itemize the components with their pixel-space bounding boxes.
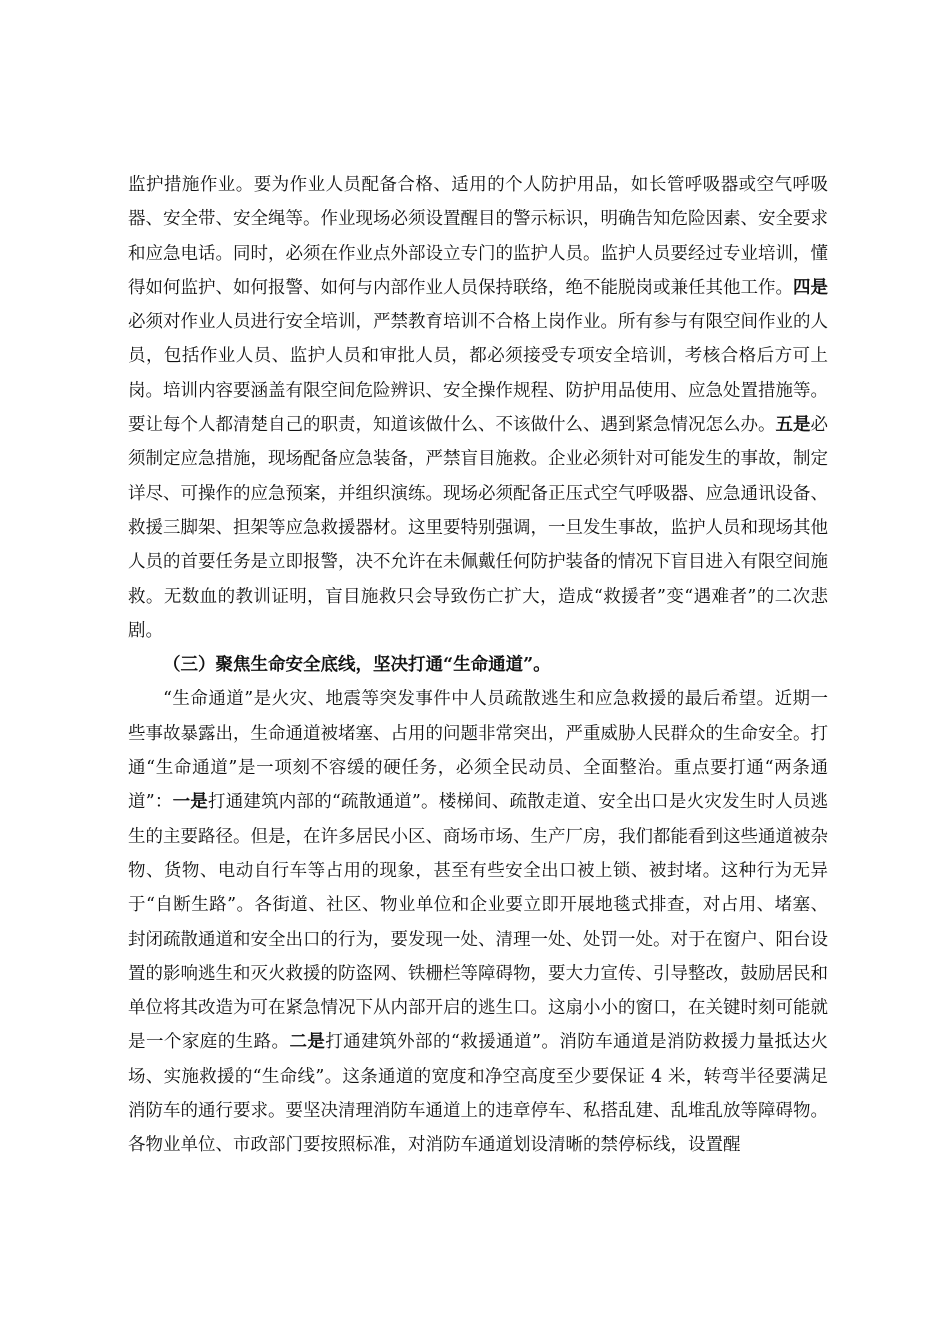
bold-marker-five: 五是 (775, 415, 811, 436)
paragraph-text: 必须对作业人员进行安全培训，严禁教育培训不合格上岗作业。所有参与有限空间作业的人员，包括作业人员、监护人员和审批人员，都必须接受专项安全培训，考核合格后方可上岗。培训内容要涵盖有限空间危险辨识、安全操作规程、防护用品使用、应急处置措施等。要让每个人都清楚自己的职责，知道该做什么、不该做什么、遇到紧急情况怎么办。 (128, 312, 828, 436)
document-body (128, 168, 828, 1163)
bold-marker-one: 一是 (172, 792, 208, 813)
paragraph-text: 打通建筑外部的“救援通道”。消防车通道是消防救援力量抵达火场、实施救援的“生命线”。这条通道的宽度和净空高度至少要保证 4 米，转弯半径要满足消防车的通行要求。要坚决清理消防车通道上的违章停车、私搭乱建、乱堆乱放等障碍物。各物业单位、市政部门要按照标准，对消防车通道划设清晰的禁停标线，设置醒 (128, 1032, 829, 1156)
paragraph-text: “生命通道”是火灾、地震等突发事件中人员疏散逃生和应急救援的最后希望。近期一些事故暴露出，生命通道被堵塞、占用的问题非常突出，严重威胁人民群众的生命安全。打通“生命通道”是一项刻不容缓的硬任务，必须全民动员、全面整治。重点要打通“两条通道”： (128, 689, 828, 813)
paragraph-text: 监护措施作业。要为作业人员配备合格、适用的个人防护用品，如长管呼吸器或空气呼吸器、安全带、安全绳等。作业现场必须设置醒目的警示标识，明确告知危险因素、安全要求和应急电话。同时，必须在作业点外部设立专门的监护人员。监护人员要经过专业培训，懂得如何监护、如何报警、如何与内部作业人员保持联络，绝不能脱岗或兼任其他工作。 (128, 175, 828, 298)
section-heading (128, 648, 828, 682)
paragraph-continuation (128, 168, 828, 648)
bold-marker-four: 四是 (793, 277, 828, 298)
paragraph-text: 打通建筑内部的“疏散通道”。楼梯间、疏散走道、安全出口是火灾发生时人员逃生的主要路径。但是，在许多居民小区、商场市场、生产厂房，我们都能看到这些通道被杂物、货物、电动自行车等占用的现象，甚至有些安全出口被上锁、被封堵。这种行为无异于“自断生路”。各街道、社区、物业单位和企业要立即开展地毯式排查，对占用、堵塞、封闭疏散通道和安全出口的行为，要发现一处、清理一处、处罚一处。对于在窗户、阳台设置的影响逃生和灭火救援的防盗网、铁栅栏等障碍物，要大力宣传、引导整改，鼓励居民和单位将其改造为可在紧急情况下从内部开启的逃生口。这扇小小的窗口，在关键时刻可能就是一个家庭的生路。 (128, 792, 829, 1053)
paragraph-body (128, 682, 828, 1162)
paragraph-text: 必须制定应急措施，现场配备应急装备，严禁盲目施救。企业必须针对可能发生的事故，制定详尽、可操作的应急预案，并组织演练。现场必须配备正压式空气呼吸器、应急通讯设备、救援三脚架、担架等应急救援器材。这里要特别强调，一旦发生事故，监护人员和现场其他人员的首要任务是立即报警，决不允许在未佩戴任何防护装备的情况下盲目进入有限空间施救。无数血的教训证明，盲目施救只会导致伤亡扩大，造成“救援者”变“遇难者”的二次悲剧。 (128, 415, 828, 641)
section-heading-text: （三）聚焦生命安全底线，坚决打通“生命通道”。 (163, 655, 551, 676)
bold-marker-two: 二是 (289, 1032, 326, 1053)
